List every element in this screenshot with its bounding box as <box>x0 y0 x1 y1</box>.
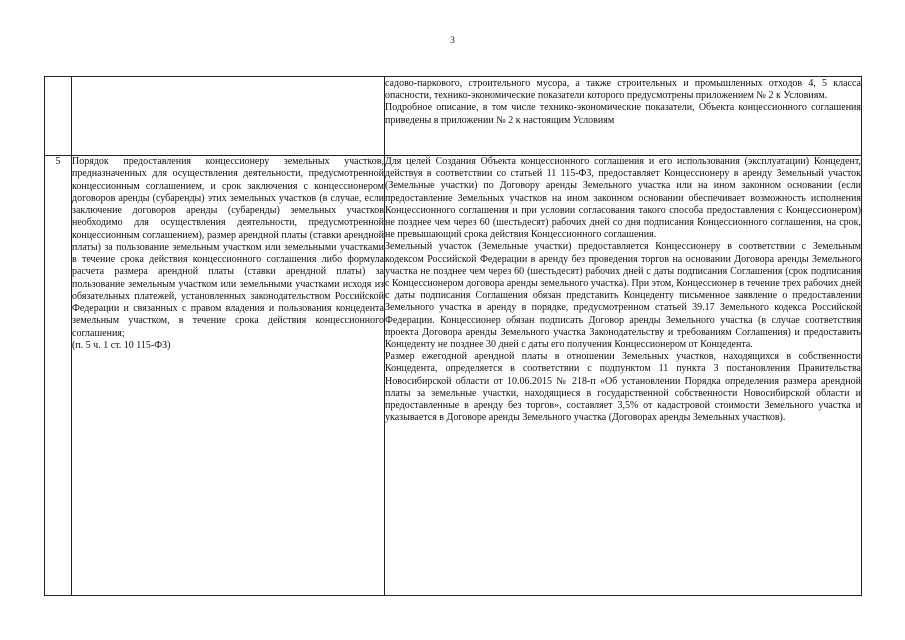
row-heading-cell <box>72 77 385 156</box>
content-paragraph: садово-паркового, строительного мусора, а также строительных и промышленных отходов 4, 5 класса опасности, технико-экономические показатели которого предусмотрены приложением № 2 к Условиям. <box>385 78 861 102</box>
row-content-cell <box>385 77 862 156</box>
content-paragraph: Подробное описание, в том числе технико-экономические показатели, Объекта концессионного соглашения приведены в приложении № 2 к настоящим Условиям <box>385 102 861 126</box>
row-content-cell <box>385 156 862 596</box>
row-number-cell: 5 <box>45 156 72 596</box>
heading-paragraph: Порядок предоставления концессионеру земельных участков, предназначенных для осуществления деятельности, предусмотренной концессионным соглашением, и срок заключения с концессионером договоров аренды (субаренды) этих земельных участков (в случае, если заключение договоров аренды (субаренды) земельных участков необходимо для осуществления деятельности, предусмотренной концессионным соглашением), размер арендной платы (ставки арендной платы) за пользование земельным участком или земельными участками в течение срока действия концессионного соглашения либо формула расчета размера арендной платы (ставки арендной платы) за пользование земельным участком или земельными участками исходя из обязательных платежей, установленных законодательством Российской Федерации и связанных с правом владения и пользования концедента земельным участком, в течение срока действия концессионного соглашения; <box>72 156 384 339</box>
table-row <box>45 77 862 156</box>
legal-reference: (п. 5 ч. 1 ст. 10 115-ФЗ) <box>72 339 171 351</box>
page-number: 3 <box>450 36 455 46</box>
content-paragraph: Размер ежегодной арендной платы в отношении Земельных участков, находящихся в собственности Концедента, определяется в соответствии с подпунктом 11 пункта 3 постановления Правительства Новосибирской области от 10.06.2015 № 218-п «Об установлении Порядка определения размера арендной платы за земельные участки, находящиеся в государственной собственности Новосибирской области и предоставленные в аренду без торгов», составляет 3,5% от кадастровой стоимости Земельного участка и указывается в Договоре аренды Земельного участка (Договорах аренды Земельных участков). <box>385 351 861 424</box>
row-number-cell <box>45 77 72 156</box>
conditions-table <box>44 76 862 596</box>
table-row <box>45 156 862 596</box>
content-paragraph: Земельный участок (Земельные участки) предоставляется Концессионеру в соответствии с Земельным кодексом Российской Федерации в аренду без проведения торгов на основании Договора аренды Земельного участка не позднее чем через 60 (шестьдесят) рабочих дней с даты подписания Соглашения (срок подписания с Концессионером договора аренды земельного участка). При этом, Концессионер в течение трех рабочих дней с даты подписания Соглашения обязан представить Концеденту письменное заявление о предоставлении Земельного участка в аренду в порядке, предусмотренном статьей 39.17 Земельного кодекса Российской Федерации. Концессионер обязан подписать Договор аренды Земельного участка (в случае соответствия проекта Договора аренды Земельного участка Законодательству и требованиям Соглашения) и предоставить Концеденту не позднее 30 дней с даты его получения Концессионером от Концедента. <box>385 241 861 351</box>
content-paragraph: Для целей Создания Объекта концессионного соглашения и его использования (эксплуатации) Концедент, действуя в соответствии со статьей 11 115-ФЗ, предоставляет Концессионеру в аренду Земельный участок (Земельные участки) по Договору аренды Земельного участка или на ином законном основании (если предоставление Земельных участков на ином законном основании обеспечивает возможность исполнения Концессионного соглашения и при условии согласования такого способа предоставления с Концессионером) не позднее чем через 60 (шестьдесят) рабочих дней со дня подписания Концессионного соглашения, на срок, не превышающий срока действия Концессионного соглашения. <box>385 156 861 241</box>
row-heading-cell <box>72 156 385 596</box>
